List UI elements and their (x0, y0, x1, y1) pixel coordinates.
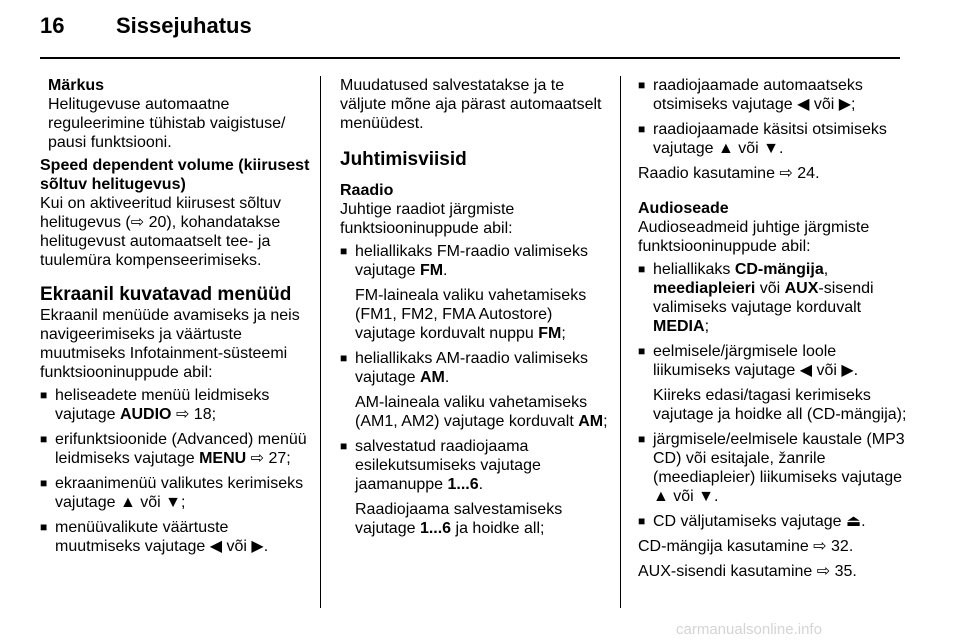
item-text: . (443, 262, 448, 279)
list-item (40, 430, 312, 468)
page-number: 16 (40, 13, 65, 38)
key-am: AM (578, 413, 604, 430)
list-item (40, 474, 312, 512)
item-text: menüüvalikute väärtuste muutmiseks vajutage ◀ või ▶. (55, 519, 269, 555)
item-text: . (478, 476, 484, 493)
list-item (340, 242, 612, 343)
item-subtext: ; (561, 325, 566, 342)
item-text: heliseadete menüü leidmiseks vajutage (55, 387, 270, 423)
key-menu: MENU (199, 450, 247, 467)
key-media: MEDIA (653, 318, 705, 335)
intro-text: Muudatused salvestatakse ja te väljute mõne aja pärast automaatselt menüüdest. (340, 77, 602, 132)
item-text: heliallikaks FM-raadio valimiseks vajutage (355, 243, 588, 279)
list-item (638, 76, 910, 114)
column-divider (620, 76, 621, 608)
list-item (340, 437, 612, 538)
item-text: heliallikaks (653, 261, 735, 278)
key-media-player: meediapleieri (653, 280, 756, 297)
item-subtext: ; (603, 413, 608, 430)
controls-heading: Juhtimisviisid (340, 149, 467, 170)
note-title: Märkus (48, 77, 105, 94)
key-preset: 1...6 (447, 476, 479, 493)
item-text: -sisendi valimiseks vajutage korduvalt (653, 280, 874, 316)
key-fm: FM (538, 325, 562, 342)
list-item (638, 120, 910, 158)
audio-list (638, 260, 910, 531)
column-divider (320, 76, 321, 608)
key-aux: AUX (784, 280, 819, 297)
list-item (40, 518, 312, 556)
sdv-text: Kui on aktiveeritud kiirusest sõltuv helitugevus (⇨ 20), kohandatakse helitugevust automaatselt tee- ja tuulemüra kompenseerimiseks. (40, 195, 281, 269)
list-item (40, 386, 312, 424)
item-text: järgmisele/eelmisele kaustale (MP3 CD) või esitajale, žanrile (meediapleier) liikumiseks vajutage ▲ või ▼. (653, 431, 905, 505)
key-audio: AUDIO (119, 406, 172, 423)
list-item (638, 430, 910, 506)
list-item (638, 260, 910, 336)
radio-list (340, 242, 612, 538)
page-header (40, 12, 252, 40)
list-item (638, 512, 910, 531)
item-text: , (823, 261, 829, 278)
radio-title: Raadio (340, 182, 394, 199)
column-middle (340, 76, 612, 538)
aux-reference: AUX-sisendi kasutamine ⇨ 35. (638, 563, 857, 580)
menu-list (40, 386, 312, 556)
watermark: carmanualsonline.info (676, 621, 822, 638)
search-list (638, 76, 910, 158)
header-rule (40, 57, 900, 59)
note-box (40, 76, 312, 152)
item-ref: ⇨ 18; (171, 406, 217, 423)
sdv-title: Speed dependent volume (kiirusest sõltuv helitugevus) (40, 157, 310, 193)
menu-intro: Ekraanil menüüde avamiseks ja neis navigeerimiseks ja väärtuste muutmiseks Infotainment-süsteemi funktsiooninuppude abil: (40, 307, 300, 381)
item-text: või (755, 280, 785, 297)
cd-reference: CD-mängija kasutamine ⇨ 32. (638, 538, 854, 555)
menu-heading: Ekraanil kuvatavad menüüd (40, 284, 292, 305)
audio-intro: Audioseadmeid juhtige järgmiste funktsiooninuppude abil: (638, 219, 870, 255)
key-preset: 1...6 (419, 520, 452, 537)
key-fm: FM (419, 262, 444, 279)
column-right (638, 76, 910, 581)
radio-intro: Juhtige raadiot järgmiste funktsiooninuppude abil: (340, 201, 515, 237)
item-subtext: ja hoidke all; (451, 520, 545, 537)
note-text: Helitugevuse automaatne reguleerimine tühistab vaigistuse/ pausi funktsiooni. (48, 96, 286, 151)
item-subtext: FM-laineala valiku vahetamiseks (FM1, FM2, FMA Autostore) vajutage korduvalt nuppu (355, 287, 587, 342)
item-text: . (444, 369, 450, 386)
audio-title: Audioseade (638, 200, 729, 217)
item-text: raadiojaamade käsitsi otsimiseks vajutage ▲ või ▼. (653, 121, 887, 157)
item-text: salvestatud raadiojaama esilekutsumiseks vajutage jaamanuppe (355, 438, 541, 493)
section-title: Sissejuhatus (116, 13, 252, 38)
column-left (40, 76, 312, 556)
item-text: ekraanimenüü valikutes kerimiseks vajutage ▲ või ▼; (55, 475, 304, 511)
key-am: AM (419, 369, 445, 386)
item-subtext: Raadiojaama salvestamiseks vajutage (355, 501, 563, 537)
item-text: raadiojaamade automaatseks otsimiseks vajutage ◀ või ▶; (653, 77, 863, 113)
list-item (638, 342, 910, 424)
item-text: ■ eelmisele/järgmisele loole liikumiseks vajutage ◀ või ▶. (653, 343, 859, 379)
key-cd-player: CD-mängija (734, 261, 824, 278)
item-ref: ⇨ 27; (246, 450, 291, 467)
item-subtext: Kiireks edasi/tagasi kerimiseks vajutage ja hoidke all (CD-mängija); (653, 387, 907, 423)
radio-reference: Raadio kasutamine ⇨ 24. (638, 165, 820, 182)
list-item (340, 349, 612, 431)
item-text: erifunktsioonide (Advanced) menüü leidmiseks vajutage (55, 431, 307, 467)
item-text: heliallikaks AM-raadio valimiseks vajutage (355, 350, 588, 386)
item-text: ; (704, 318, 710, 335)
item-text: CD väljutamiseks vajutage ⏏. (653, 513, 866, 530)
item-subtext: AM-laineala valiku vahetamiseks (AM1, AM2) vajutage korduvalt (355, 394, 588, 430)
